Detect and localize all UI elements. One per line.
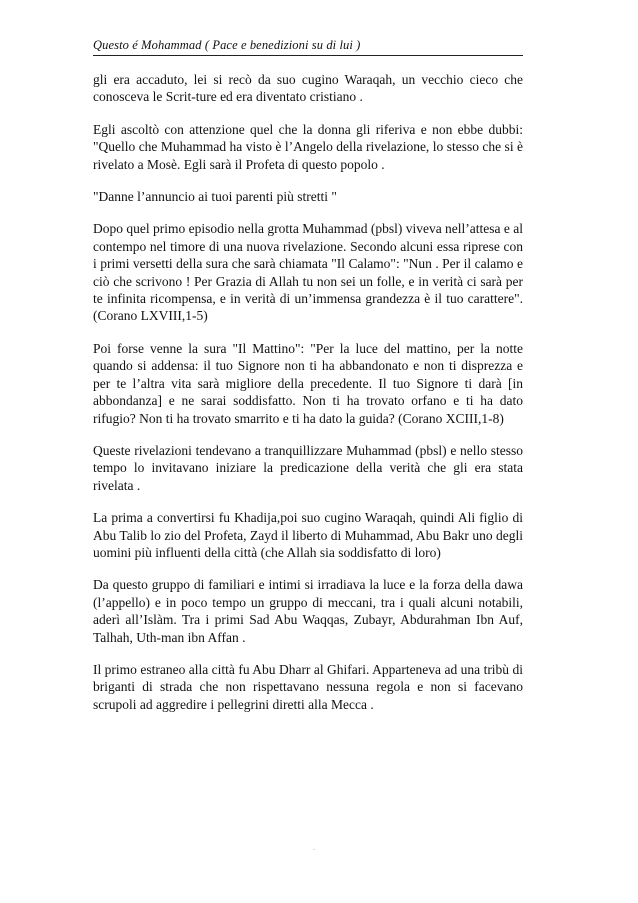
body-text: [93, 71, 523, 728]
paragraph: gli era accaduto, lei si recò da suo cugino Waraqah, un vecchio cieco che conosceva le Scrit-ture ed era diventato cristiano .: [93, 72, 523, 105]
header-title: Questo é Mohammad ( Pace e benedizioni su di lui ): [93, 38, 361, 52]
paragraph: Egli ascoltò con attenzione quel che la donna gli riferiva e non ebbe dubbi: "Quello che Muhammad ha visto è l’Angelo della rivelazione, lo stesso che si è rivelato a Mosè. Egli sarà il Profeta di questo popolo .: [93, 121, 523, 172]
paragraph: Queste rivelazioni tendevano a tranquillizzare Muhammad (pbsl) e nello stesso tempo lo invitavano iniziare la predicazione della verità che gli era stata rivelata .: [93, 442, 523, 493]
paragraph: La prima a convertirsi fu Khadija,poi suo cugino Waraqah, quindi Ali figlio di Abu Talib lo zio del Profeta, Zayd il liberto di Muhammad, Abu Bakr uno degli uomini più influenti della città (che Allah sia soddisfatto di loro): [93, 510, 523, 560]
paragraph: "Danne l’annuncio ai tuoi parenti più stretti ": [93, 189, 337, 205]
paragraph: Il primo estraneo alla città fu Abu Dharr al Ghifari. Apparteneva ad una tribù di briganti di strada che non rispettavano nessuna regola e non si facevano scrupoli ad aggredire i pellegrini diretti alla Mecca .: [93, 661, 523, 712]
page-footer-mark: ·: [313, 846, 316, 854]
paragraph: Da questo gruppo di familiari e intimi si irradiava la luce e la forza della dawa (l’appello) e in poco tempo un gruppo di meccani, tra i quali alcuni notabili, aderì all’Islàm. Tra i primi Sad Abu Waqqas, Zubayr, Abdurahman Ibn Auf, Talhah, Uth-man ibn Affan .: [93, 577, 523, 645]
paragraph: Dopo quel primo episodio nella grotta Muhammad (pbsl) viveva nell’attesa e al contempo nel timore di una nuova rivelazione. Secondo alcuni essa riprese con i primi versetti della sura che sarà chiamata "Il Calamo": "Nun . Per il calamo e ciò che scrivono ! Per Grazia di Allah tu non sei un folle, e in verità ci sarà per te infinita ricompensa, e in verità di un’immensa grandezza è il tuo carattere".(Corano LXVIII,1-5): [93, 221, 524, 324]
running-header: [93, 37, 523, 56]
paragraph: Poi forse venne la sura "Il Mattino": "Per la luce del mattino, per la notte quando si addensa: il tuo Signore non ti ha abbandonato e non ti disprezza e per te l’altra vita sarà migliore della precedente. Il tuo Signore ti darà [in abbondanza] e ne sarai soddisfatto. Non ti ha trovato orfano e ti ha dato rifugio? Non ti ha trovato smarrito e ti ha dato la guida? (Corano XCIII,1-8): [93, 340, 523, 426]
